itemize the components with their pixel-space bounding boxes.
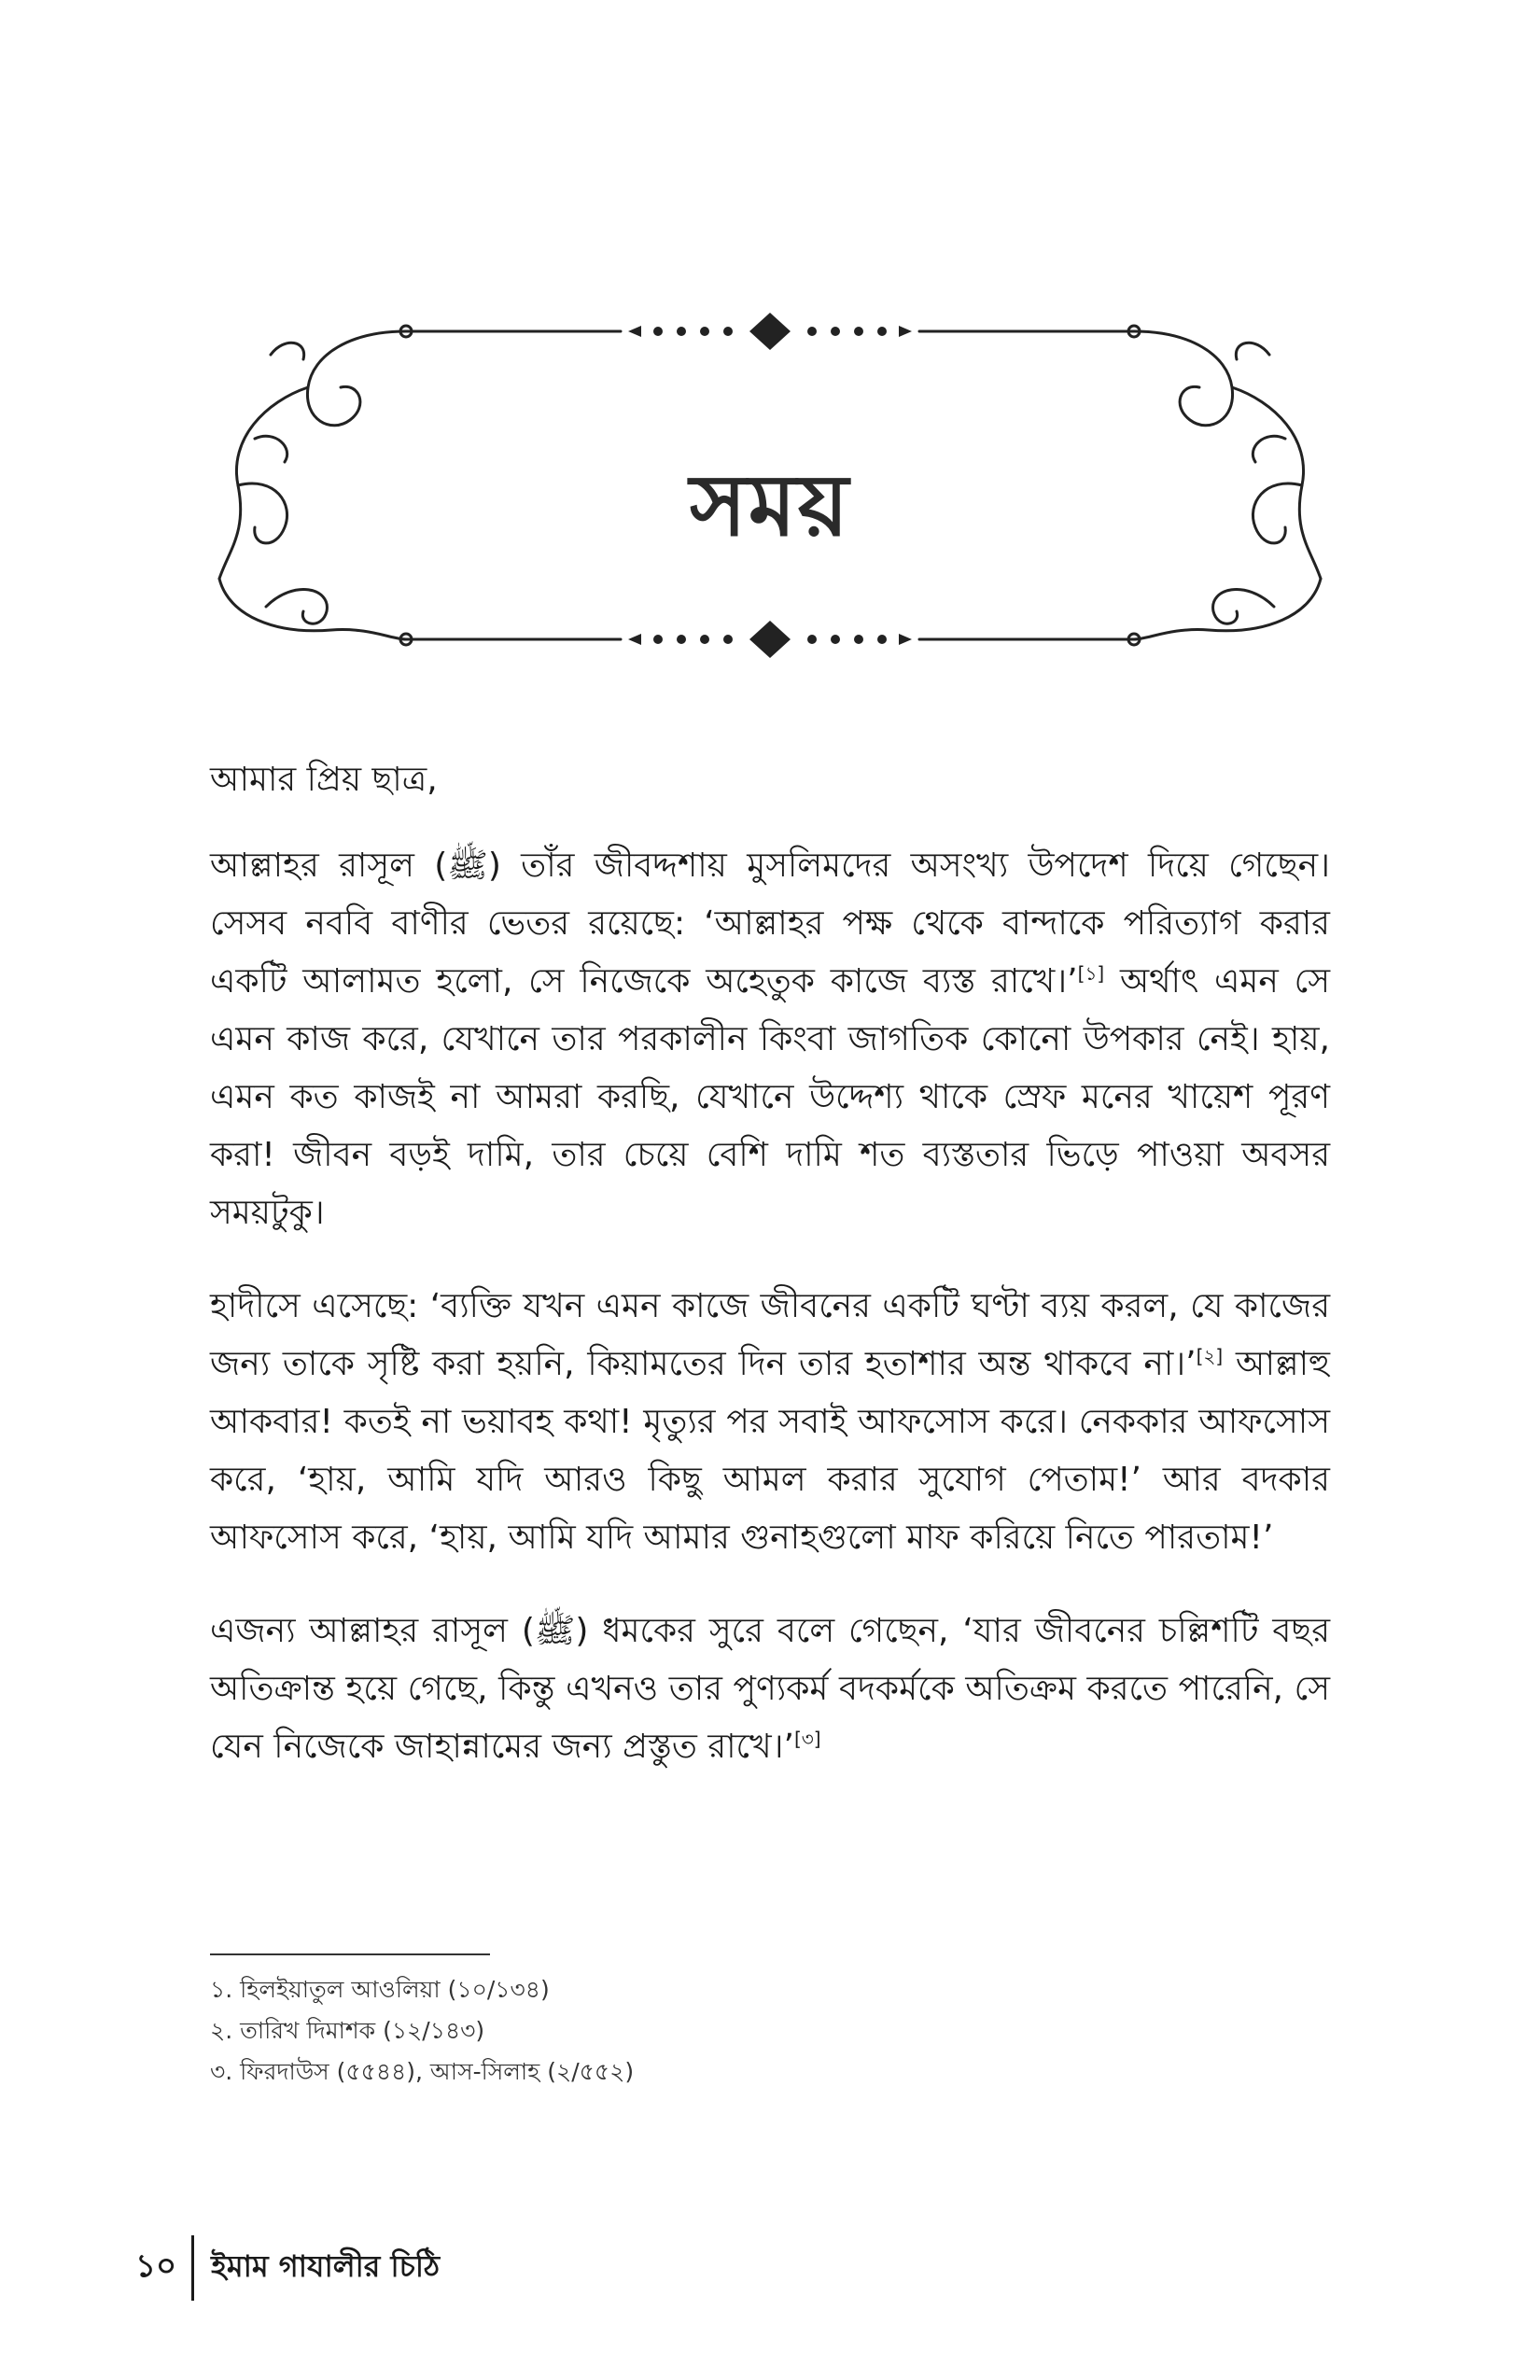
salutation: আমার প্রিয় ছাত্র, [210, 761, 438, 799]
page-number: ১০ [135, 2247, 177, 2285]
footnote-item: ৩. ফিরদাউস (৫৫৪৪), আস-সিলাহ (২/৫৫২) [210, 2058, 635, 2085]
footnotes [210, 1969, 1330, 2093]
body-text [210, 751, 1330, 1812]
footnote-divider [210, 1953, 490, 1955]
paragraph-text: আল্লাহর রাসূল (ﷺ) তাঁর জীবদ্দশায় মুসলিমদের অসংখ্য উপদেশ দিয়ে গেছেন। সেসব নববি বাণীর ভেতর রয়েছে: ‘আল্লাহর পক্ষ থেকে বান্দাকে পরিত্যাগ করার একটি আলামত হলো, সে নিজেকে অহেতুক কাজে ব্যস্ত রাখে।’ [210, 847, 1330, 1001]
book-title: ইমাম গাযালীর চিঠি [211, 2248, 441, 2284]
paragraph-text-continued: অর্থাৎ এমন সে এমন কাজ করে, যেখানে তার পরকালীন কিংবা জাগতিক কোনো উপকার নেই। হায়, এমন কত কাজই না আমরা করছি, যেখানে উদ্দেশ্য থাকে স্রেফ মনের খায়েশ পূরণ করা! জীবন বড়ই দামি, তার চেয়ে বেশি দামি শত ব্যস্ততার ভিড়ে পাওয়া অবসর সময়টুকু। [210, 962, 1330, 1232]
page-footer [135, 2235, 440, 2301]
footnote-item: ১. হিলইয়াতুল আওলিয়া (১০/১৩৪) [210, 1976, 550, 2003]
chapter-title: সময় [689, 455, 851, 555]
paragraph-text: এজন্য আল্লাহর রাসূল (ﷺ) ধমকের সুরে বলে গেছেন, ‘যার জীবনের চল্লিশটি বছর অতিক্রান্ত হয়ে গেছে, কিন্তু এখনও তার পুণ্যকর্ম বদকর্মকে অতিক্রম করতে পারেনি, সে যেন নিজেকে জাহান্নামের জন্য প্রস্তুত রাখে।’ [210, 1612, 1330, 1766]
footnote-ref[interactable]: [২] [1196, 1345, 1224, 1367]
paragraph-1 [210, 837, 1330, 1242]
footnote-ref[interactable]: [৩] [793, 1728, 821, 1750]
paragraph-3 [210, 1603, 1330, 1776]
footer-divider [191, 2235, 194, 2301]
paragraph-2 [210, 1278, 1330, 1567]
footnote-item: ২. তারিখ দিমাশক (১২/১৪৩) [210, 2017, 485, 2044]
paragraph-text: হাদীসে এসেছে: ‘ব্যক্তি যখন এমন কাজে জীবনের একটি ঘণ্টা ব্যয় করল, যে কাজের জন্য তাকে সৃষ্টি করা হয়নি, কিয়ামতের দিন তার হতাশার অন্ত থাকবে না।’ [210, 1287, 1330, 1383]
paragraph-text-continued: আল্লাহু আকবার! কতই না ভয়াবহ কথা! মৃত্যুর পর সবাই আফসোস করে। নেককার আফসোস করে, ‘হায়, আমি যদি আরও কিছু আমল করার সুযোগ পেতাম!’ আর বদকার আফসোস করে, ‘হায়, আমি যদি আমার গুনাহগুলো মাফ করিয়ে নিতে পারতাম!’ [210, 1345, 1331, 1557]
footnote-ref[interactable]: [১] [1077, 962, 1105, 985]
